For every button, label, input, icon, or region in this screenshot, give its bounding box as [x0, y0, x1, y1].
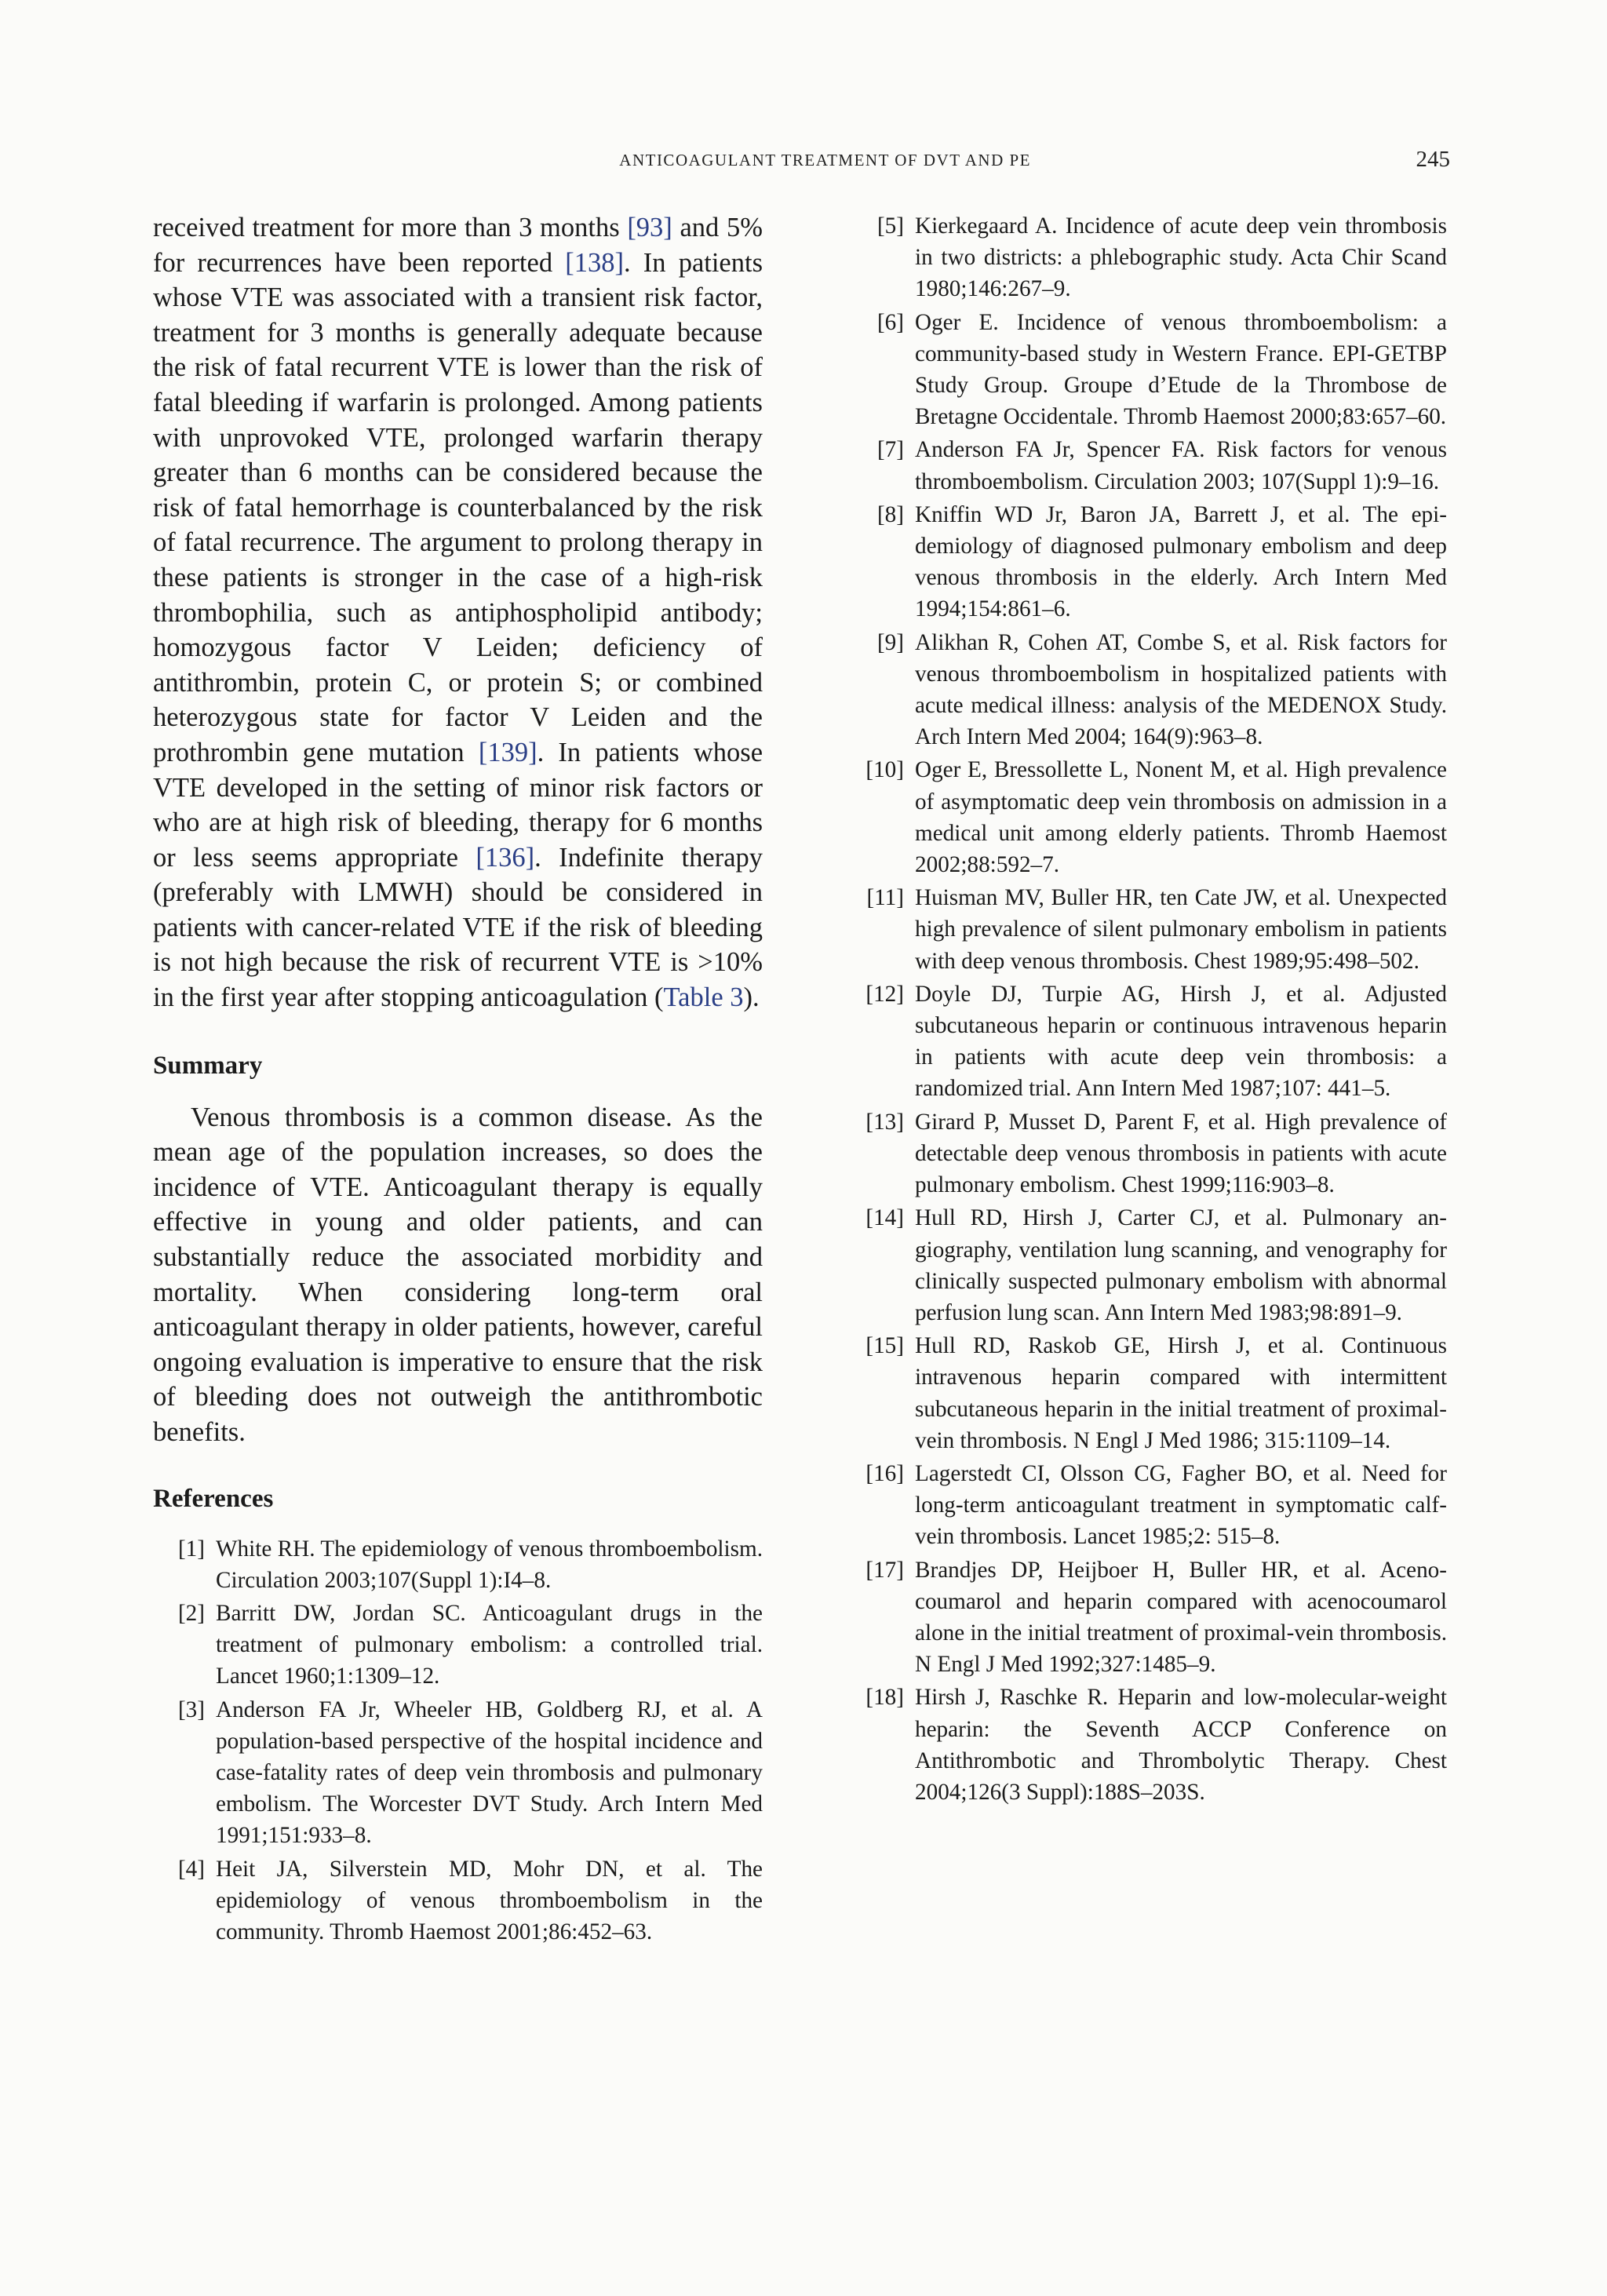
reference-number: [5] [876, 213, 904, 239]
reference-number: [12] [865, 981, 904, 1007]
reference-number: [10] [865, 757, 904, 783]
left-column [153, 210, 763, 1949]
reference-item [851, 1202, 1447, 1328]
reference-text: Anderson FA Jr, Wheeler HB, Goldberg RJ, et al. A population-based perspective of the hospital incidence and case-fatality rates of deep vein thrombosis and pulmonary embolism. The Worcester DVT Study. Arch Intern Med 1991;151:933–8. [216, 1696, 763, 1849]
reference-text: Alikhan R, Cohen AT, Combe S, et al. Risk factors for venous thromboembolism in hospitalized patients with acute medical illness: analysis of the MEDENOX Study. Arch Intern Med 2004; 164(9):963–8. [915, 629, 1447, 750]
reference-item [153, 1598, 763, 1693]
reference-number: [11] [866, 885, 904, 911]
reference-text: Kierkegaard A. Incidence of acute deep vein thrombosis in two districts: a phlebographic study. Acta Chir Scand 1980;146:267–9. [915, 213, 1447, 302]
reference-number: [14] [865, 1205, 904, 1231]
reference-number: [9] [876, 629, 904, 655]
reference-number: [6] [876, 309, 904, 335]
reference-text: Kniffin WD Jr, Baron JA, Barrett J, et al. The epidemiology of diagnosed pulmonary embolism and deep venous thrombosis in the elderly. Arch Intern Med 1994;154:861–6. [915, 501, 1447, 622]
reference-text: Heit JA, Silverstein MD, Mohr DN, et al. The epidemiology of venous thromboembolism in the community. Thromb Haemost 2001;86:452–63. [216, 1856, 763, 1945]
summary-paragraph: Venous thrombosis is a common disease. As the mean age of the population increases, so does the incidence of VTE. Anticoagulant therapy is equally effective in young and older patients, and can substantially reduce the associated morbidity and mortality. When considering long-term oral anticoagulant therapy in older patients, however, careful ongoing evaluation is imperative to ensure that the risk of bleeding does not outweigh the antithrombotic benefits. [153, 1102, 763, 1447]
reference-item [851, 1554, 1447, 1681]
reference-text: Girard P, Musset D, Parent F, et al. High prevalence of detectable deep venous thrombosis in patients with acute pulmonary embolism. Chest 1999;116:903–8. [915, 1109, 1447, 1198]
reference-number: [15] [865, 1333, 904, 1359]
body-text: . In patients whose VTE developed in the setting of minor risk factors or who are at high risk of bleeding, therapy for 6 months or less seems appropriate [153, 737, 763, 873]
reference-item [851, 979, 1447, 1105]
reference-text: Anderson FA Jr, Spencer FA. Risk factors for venous thromboembolism. Circulation 2003; 107(Suppl 1):9–16. [915, 437, 1447, 494]
reference-item [153, 1694, 763, 1852]
reference-number: [16] [865, 1460, 904, 1486]
page-number: 245 [1416, 147, 1450, 172]
reference-item [153, 1853, 763, 1948]
reference-item [851, 754, 1447, 880]
reference-item [851, 434, 1447, 497]
citation-link[interactable]: [93] [627, 213, 672, 242]
reference-text: White RH. The epidemiology of venous thromboembolism. Circulation 2003;107(Suppl 1):I4–8. [216, 1536, 763, 1593]
body-text: received treatment for more than 3 months [153, 213, 628, 242]
reference-text: Hirsh J, Raschke R. Heparin and low-molecular-weight heparin: the Seventh ACCP Conference on Antithrombotic and Thrombolytic Therapy. Chest 2004;126(3 Suppl):188S–203S. [915, 1685, 1447, 1805]
reference-item [851, 499, 1447, 625]
reference-item [851, 1106, 1447, 1201]
citation-link[interactable]: [139] [478, 737, 537, 767]
references-heading: References [153, 1484, 274, 1513]
reference-number: [17] [865, 1557, 904, 1583]
citation-link[interactable]: Table 3 [663, 982, 744, 1013]
summary-heading: Summary [153, 1051, 263, 1080]
reference-item [851, 1682, 1447, 1808]
reference-text: Doyle DJ, Turpie AG, Hirsh J, et al. Adjusted subcutaneous heparin or continuous intravenous heparin in patients with acute deep vein thrombosis: a randomized trial. Ann Intern Med 1987;107: 441–5. [915, 981, 1447, 1102]
body-text: . Indefinite therapy (preferably with LMWH) should be considered in patients with cancer-related VTE if the risk of bleeding is not high because the risk of recurrent VTE is >10% in the first year after stopping anticoagulation ( [153, 842, 763, 1013]
reference-text: Oger E. Incidence of venous thromboembolism: a community-based study in Western France. EPI-GETBP Study Group. Groupe d’Etude de la Thrombose de Bretagne Occidentale. Thromb Haemost 2000;83:657–60. [915, 309, 1447, 430]
reference-text: Huisman MV, Buller HR, ten Cate JW, et al. Unexpected high prevalence of silent pulmonary embolism in patients with deep venous thrombosis. Chest 1989;95:498–502. [915, 885, 1447, 974]
reference-number: [8] [876, 501, 904, 527]
reference-item [851, 882, 1447, 977]
body-text: ). [743, 982, 760, 1013]
reference-text: Barritt DW, Jordan SC. Anticoagulant drugs in the treatment of pulmonary embolism: a controlled trial. Lancet 1960;1:1309–12. [216, 1601, 763, 1689]
reference-text: Brandjes DP, Heijboer H, Buller HR, et al. Acenocoumarol and heparin compared with acenocoumarol alone in the initial treatment of proximal-vein thrombosis. N Engl J Med 1992;327:1485–9. [915, 1557, 1447, 1678]
right-column [851, 210, 1447, 1809]
reference-text: Hull RD, Hirsh J, Carter CJ, et al. Pulmonary angiography, ventilation lung scanning, and venography for clinically suspected pulmonary embolism with abnormal perfusion lung scan. Ann Intern Med 1983;98:891–9. [915, 1205, 1447, 1325]
reference-number: [3] [177, 1696, 205, 1722]
reference-item [851, 627, 1447, 753]
citation-link[interactable]: [138] [565, 247, 624, 278]
running-title: ANTICOAGULANT TREATMENT OF DVT AND PE [619, 151, 1031, 169]
body-paragraph [153, 210, 763, 1015]
reference-item [851, 307, 1447, 433]
reference-item [851, 210, 1447, 305]
reference-number: [1] [177, 1536, 205, 1562]
reference-item [851, 1458, 1447, 1553]
reference-text: Hull RD, Raskob GE, Hirsh J, et al. Continuous intravenous heparin compared with intermittent subcutaneous heparin in the initial treatment of proximal-vein thrombosis. N Engl J Med 1986; 315:1109–14. [915, 1333, 1447, 1453]
reference-number: [13] [865, 1109, 904, 1135]
reference-item [153, 1533, 763, 1596]
reference-list-left [153, 1533, 763, 1948]
reference-text: Oger E, Bressollette L, Nonent M, et al. High prevalence of asymptomatic deep vein thrombosis on admission in a medical unit among elderly patients. Thromb Haemost 2002;88:592–7. [915, 757, 1447, 878]
citation-link[interactable]: [136] [476, 842, 535, 873]
reference-number: [2] [177, 1601, 205, 1626]
reference-list-right [851, 210, 1447, 1808]
body-text: and 5% for recurrences have been reported [153, 213, 763, 278]
reference-number: [18] [865, 1685, 904, 1711]
reference-number: [4] [177, 1856, 205, 1882]
reference-item [851, 1330, 1447, 1456]
reference-number: [7] [876, 437, 904, 463]
body-text: . In patients whose VTE was associated with a transient risk factor, treatment for 3 months is generally adequate because the risk of fatal recurrent VTE is lower than the risk of fatal bleeding if warfarin is prolonged. Among patients with unprovoked VTE, prolonged warfarin therapy greater than 6 months can be considered because the risk of fatal hemorrhage is counterbalanced by the risk of fatal recurrence. The argument to prolong therapy in these patients is stronger in the case of a high-risk thrombophilia, such as antiphospholipid antibody; homozygous factor V Leiden; deficiency of antithrombin, protein C, or protein S; or combined heterozygous state for factor V Leiden and the prothrombin gene mutation [153, 247, 763, 767]
reference-text: Lagerstedt CI, Olsson CG, Fagher BO, et al. Need for long-term anticoagulant treatment in symptomatic calf-vein thrombosis. Lancet 1985;2: 515–8. [915, 1460, 1447, 1550]
